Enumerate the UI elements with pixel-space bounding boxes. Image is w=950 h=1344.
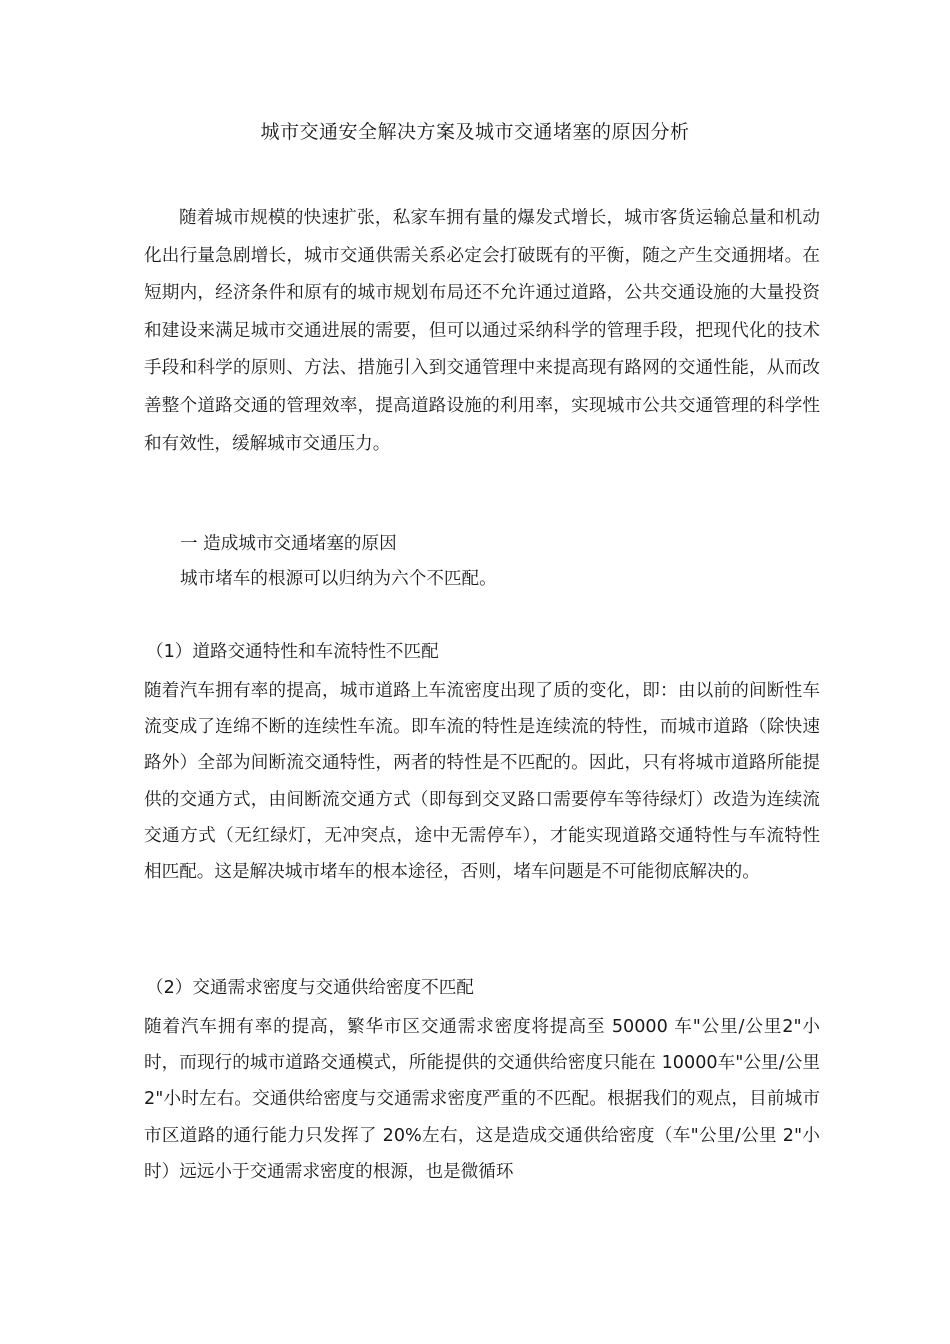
intro-paragraph: 随着城市规模的快速扩张，私家车拥有量的爆发式增长，城市客货运输总量和机动化出行量急剧增长，城市交通供需关系必定会打破既有的平衡，随之产生交通拥堵。在短期内，经济条件和原有的城市规划布局还不允许通过道路，公共交通设施的大量投资和建设来满足城市交通进展的需要，但可以通过采纳科学的管理手段，把现代化的技术手段和科学的原则、方法、措施引入到交通管理中来提高现有路网的交通性能，从而改善整个道路交通的管理效率，提高道路设施的利用率，实现城市公共交通管理的科学性和有效性，缓解城市交通压力。 <box>144 208 820 454</box>
item-2-heading: （2）交通需求密度与交通供给密度不匹配 <box>146 978 474 998</box>
item-2-body: 随着汽车拥有率的提高，繁华市区交通需求密度将提高至 50000 车"公里/公里2"小时，而现行的城市道路交通模式，所能提供的交通供给密度只能在 10000车"公里/公里 2"小时左右。交通供给密度与交通需求密度严重的不匹配。根据我们的观点，目前城市市区道路的通行能力只发挥了 20%左右，这是造成交通供给密度（车"公里/公里 2"小时）远远小于交通需求密度的根源，也是微循环 <box>144 1017 820 1182</box>
document-title: 城市交通安全解决方案及城市交通堵塞的原因分析 <box>260 121 690 143</box>
section-1-intro: 城市堵车的根源可以归纳为六个不匹配。 <box>180 569 497 589</box>
item-1-heading: （1）道路交通特性和车流特性不匹配 <box>146 642 439 662</box>
item-1-body: 随着汽车拥有率的提高，城市道路上车流密度出现了质的变化，即：由以前的间断性车流变成了连绵不断的连续性车流。即车流的特性是连续流的特性，而城市道路（除快速路外）全部为间断流交通特性，两者的特性是不匹配的。因此，只有将城市道路所能提供的交通方式，由间断流交通方式（即每到交叉路口需要停车等待绿灯）改造为连续流交通方式（无红绿灯，无冲突点，途中无需停车），才能实现道路交通特性与车流特性相匹配。这是解决城市堵车的根本途径，否则，堵车问题是不可能彻底解决的。 <box>144 681 820 883</box>
section-1-heading: 一 造成城市交通堵塞的原因 <box>180 534 397 554</box>
